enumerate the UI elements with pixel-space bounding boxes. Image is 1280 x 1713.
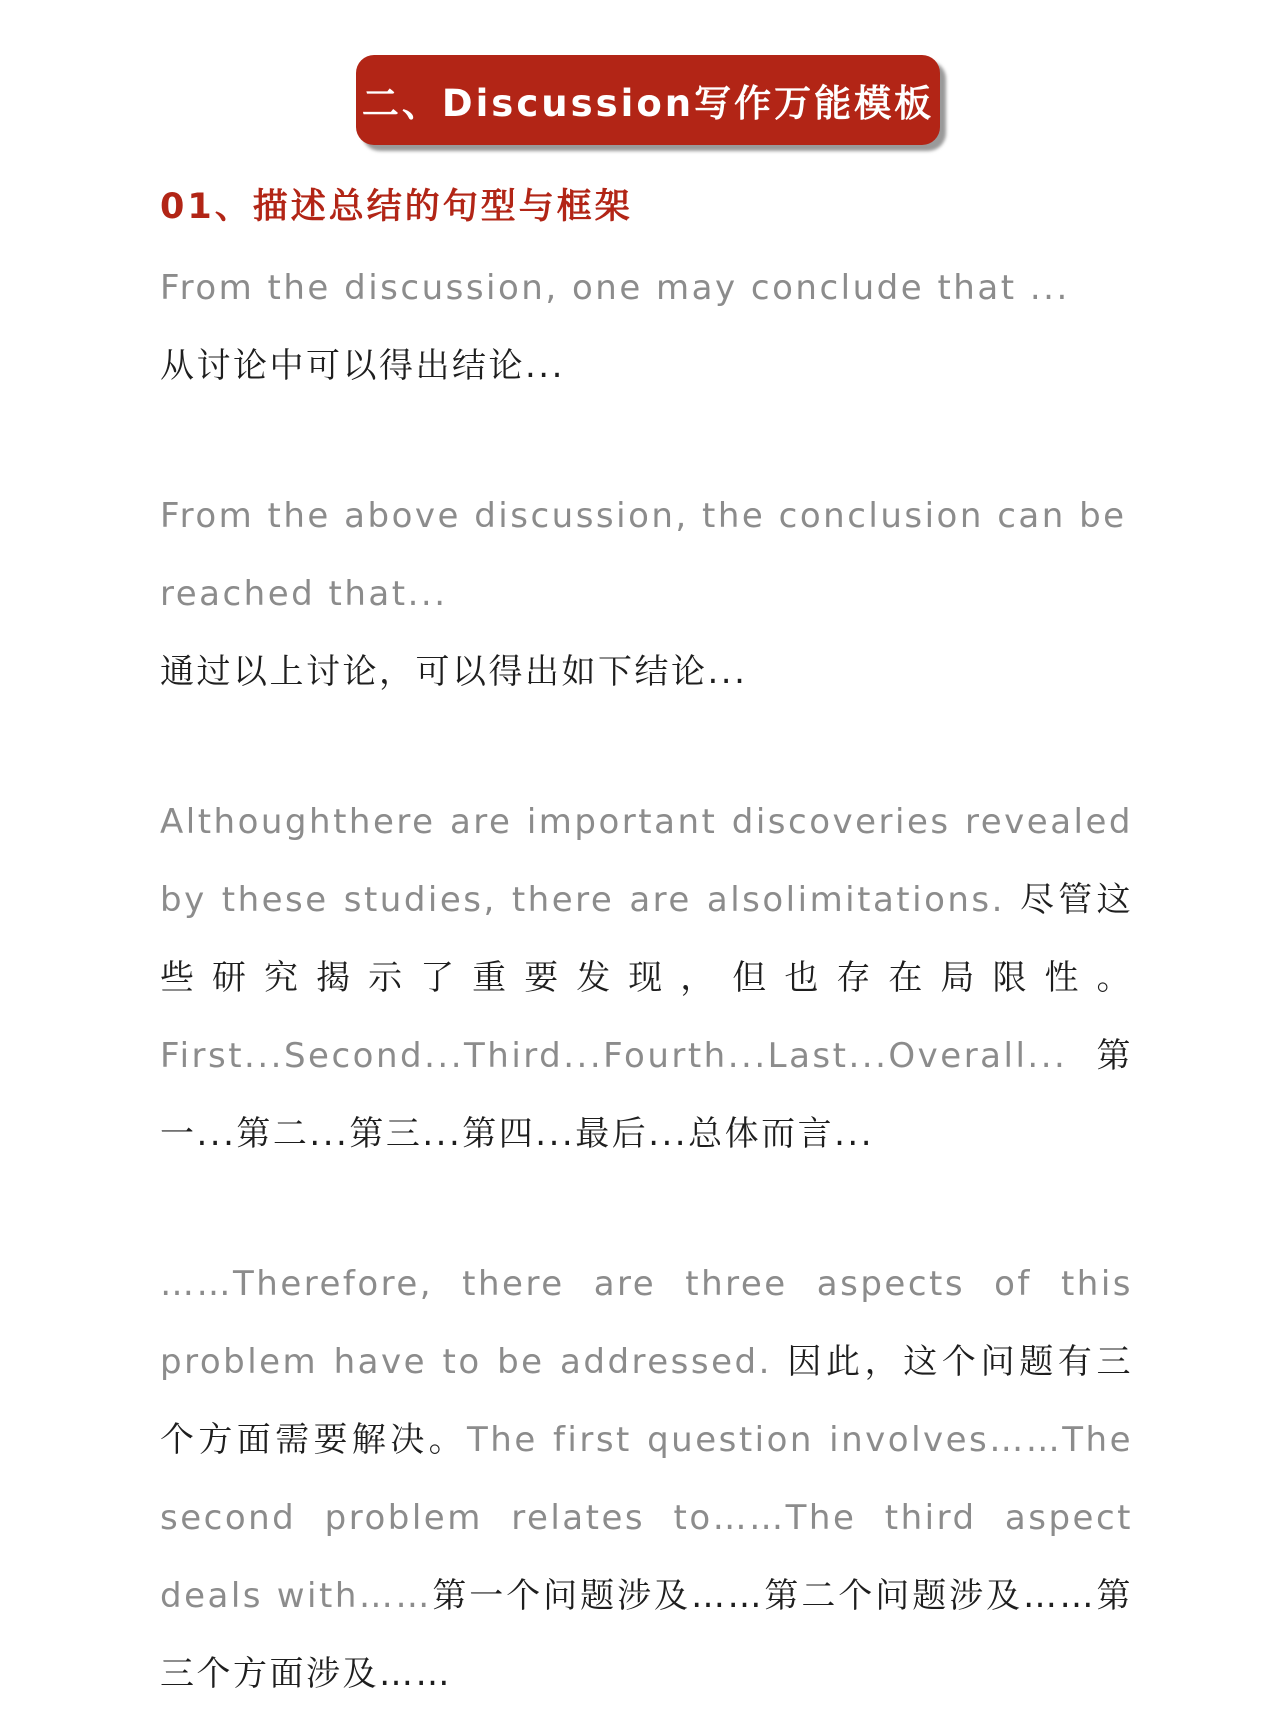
sentence-block-1 xyxy=(160,249,1133,405)
english-sentence: From the above discussion, the conclusion can be reached that... xyxy=(160,496,1127,614)
content-body xyxy=(160,249,1133,1713)
paragraph-gap xyxy=(160,405,1133,477)
sentence-block-4 xyxy=(160,1245,1133,1713)
paragraph-gap xyxy=(160,711,1133,783)
paragraph-gap xyxy=(160,1173,1133,1245)
section-heading: 01、描述总结的句型与框架 xyxy=(160,187,633,227)
chinese-translation: 从讨论中可以得出结论... xyxy=(160,346,565,386)
chinese-translation: 尽管这些研究揭示了重要发现，但也存在局限性。 xyxy=(160,880,1133,998)
sentence-block-2 xyxy=(160,477,1133,711)
english-sentence: ……Therefore, there are three aspects of this problem have to be addressed. xyxy=(160,1264,1133,1382)
chinese-translation: 通过以上讨论，可以得出如下结论... xyxy=(160,652,748,692)
english-sentence: Althoughthere are important discoveries revealed by these studies, there are alsolimitations. xyxy=(160,802,1133,920)
english-sentence: From the discussion, one may conclude that ... xyxy=(160,268,1070,308)
english-sentence: First...Second...Third...Fourth...Last...Overall... xyxy=(160,1036,1068,1076)
english-sentence: The first question involves……The second problem relates to……The third aspect deals with…… xyxy=(160,1420,1134,1616)
sentence-block-3 xyxy=(160,783,1133,1173)
title-badge: 二、Discussion写作万能模板 xyxy=(356,55,940,145)
chinese-translation: 因此，这个问题有三个方面需要解决。 xyxy=(160,1342,1133,1460)
chinese-translation: 第一...第二...第三...第四...最后...总体而言... xyxy=(160,1036,1133,1154)
chinese-translation: 第一个问题涉及……第二个问题涉及……第三个方面涉及…… xyxy=(160,1576,1134,1694)
